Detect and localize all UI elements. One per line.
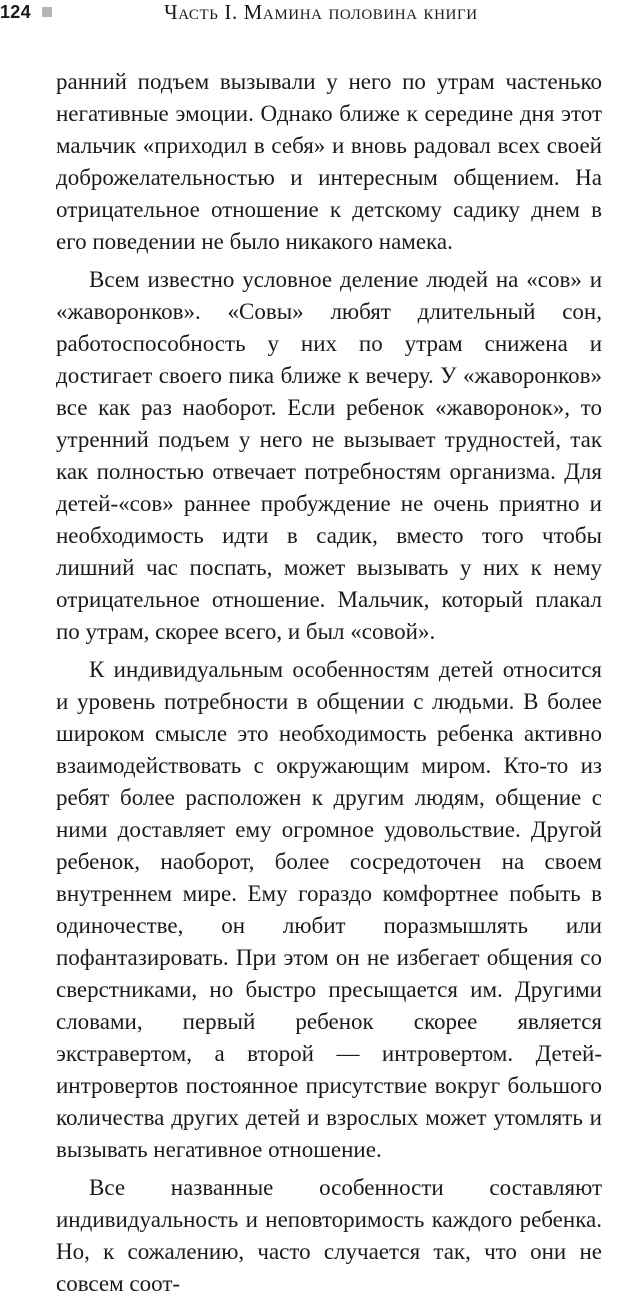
paragraph: Все названные особенности составляют индивидуальность и неповторимость каждого ребенка. Но, к сожалению, часто случается так, что они не совсем соот- (56, 1175, 602, 1296)
body-text (56, 66, 602, 1306)
paragraph: К индивидуальным особенностям детей относится и уровень потребности в общении с людьми. В более широком смысле это необходимость ребенка активно взаимодействовать с окружающим миром. Кто-то из ребят более расположен к другим людям, общение с ними доставляет ему огромное удовольствие. Другой ребенок, наоборот, более сосредоточен на своем внутреннем мире. Ему гораздо комфортнее побыть в одиночестве, он любит поразмышлять или пофантазировать. При этом он не избегает общения со сверстниками, но быстро пресыщается им. Другими словами, первый ребенок скорее является экстравертом, а второй — интровертом. Детей-интровертов постоянное присутствие вокруг большого количества других детей и взрослых может утомлять и вызывать негативное отношение. (56, 657, 602, 1162)
page-header (0, 0, 620, 26)
paragraph: Всем известно условное деление людей на «сов» и «жаворонков». «Совы» любят длительный сон, работоспособность у них по утрам снижена и достигает своего пика ближе к вечеру. У «жаворонков» все как раз наоборот. Если ребенок «жаворонок», то утренний подъем у него не вызывает трудностей, так как полностью отвечает потребностям организма. Для детей-«сов» раннее пробуждение не очень приятно и необходимость идти в садик, вместо того чтобы лишний час поспать, может вызывать у них к нему отрицательное отношение. Мальчик, который плакал по утрам, скорее всего, и был «совой». (56, 267, 602, 644)
page-number: 124 (0, 2, 31, 22)
running-title: Часть I. Мамина половина книги (164, 0, 478, 24)
header-square-ornament (42, 7, 52, 17)
paragraph-continued: ранний подъем вызывали у него по утрам частенько негативные эмоции. Однако ближе к середине дня этот мальчик «приходил в себя» и вновь радовал всех своей доброжелательностью и интересным общением. На отрицательное отношение к детскому садику днем в его поведении не было никакого намека. (56, 69, 602, 254)
